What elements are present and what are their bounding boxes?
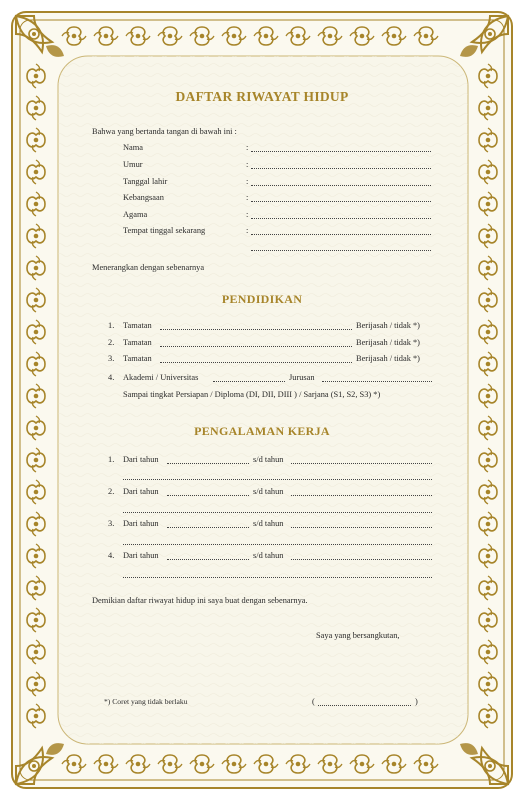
tempat-tinggal-input-line-2[interactable] (251, 250, 431, 251)
closing-statement: Demikian daftar riwayat hidup ini saya buat dengan sebenarnya. (92, 596, 308, 605)
work-to-input-line[interactable] (291, 527, 432, 528)
work-from-input-line[interactable] (167, 463, 249, 464)
edu-row-input-line[interactable] (160, 362, 352, 363)
edu-row-number: 1. (108, 321, 115, 330)
work-row-from-label: Dari tahun (123, 519, 159, 528)
work-to-input-line[interactable] (291, 559, 432, 560)
work-row-number: 2. (108, 487, 115, 496)
edu-row-input-line[interactable] (160, 329, 352, 330)
edu-row-label: Tamatan (123, 354, 152, 363)
intro-text: Bahwa yang bertanda tangan di bawah ini : (92, 127, 237, 136)
work-row-number: 4. (108, 551, 115, 560)
signature-paren-open: ( (312, 697, 315, 706)
field-label-umur: Umur (123, 160, 143, 169)
edu-row-input-line[interactable] (160, 346, 352, 347)
edu-academy-number: 4. (108, 373, 115, 382)
work-row-number: 1. (108, 455, 115, 464)
field-colon: : (246, 210, 249, 219)
edu-jurusan-label: Jurusan (289, 373, 315, 382)
tempat-tinggal-input-line[interactable] (251, 234, 431, 235)
work-row-to-label: s/d tahun (253, 519, 284, 528)
edu-row-suffix: Berijasah / tidak *) (356, 354, 420, 363)
work-from-input-line[interactable] (167, 527, 249, 528)
work-description-line[interactable] (123, 544, 432, 545)
field-colon: : (246, 226, 249, 235)
signature-name-line[interactable] (318, 705, 411, 706)
edu-row-number: 2. (108, 338, 115, 347)
work-to-input-line[interactable] (291, 463, 432, 464)
field-label-nama: Nama (123, 143, 143, 152)
work-from-input-line[interactable] (167, 559, 249, 560)
edu-row-number: 3. (108, 354, 115, 363)
agama-input-line[interactable] (251, 218, 431, 219)
field-label-tempat-tinggal: Tempat tinggal sekarang (123, 226, 206, 235)
edu-row-label: Tamatan (123, 321, 152, 330)
field-colon: : (246, 160, 249, 169)
work-heading: PENGALAMAN KERJA (194, 424, 330, 438)
work-row-number: 3. (108, 519, 115, 528)
work-description-line[interactable] (123, 479, 432, 480)
work-description-line[interactable] (123, 512, 432, 513)
education-heading: PENDIDIKAN (221, 292, 303, 306)
kebangsaan-input-line[interactable] (251, 201, 431, 202)
work-to-input-line[interactable] (291, 495, 432, 496)
document-title: DAFTAR RIWAYAT HIDUP (175, 89, 349, 104)
work-row-from-label: Dari tahun (123, 487, 159, 496)
edu-academy-label: Akademi / Universitas (123, 373, 199, 382)
edu-academy-note: Sampai tingkat Persiapan / Diploma (DI, DII, DIII ) / Sarjana (S1, S2, S3) *) (123, 390, 381, 399)
signoff-text: Saya yang bersangkutan, (316, 631, 400, 640)
work-row-from-label: Dari tahun (123, 551, 159, 560)
work-row-to-label: s/d tahun (253, 551, 284, 560)
field-colon: : (246, 143, 249, 152)
edu-row-label: Tamatan (123, 338, 152, 347)
nama-input-line[interactable] (251, 151, 431, 152)
field-colon: : (246, 177, 249, 186)
field-label-kebangsaan: Kebangsaan (123, 193, 164, 202)
work-row-to-label: s/d tahun (253, 455, 284, 464)
footnote: *) Coret yang tidak berlaku (104, 697, 188, 706)
field-colon: : (246, 193, 249, 202)
academy-input-line[interactable] (213, 381, 285, 382)
field-label-tanggal-lahir: Tanggal lahir (123, 177, 168, 186)
edu-row-suffix: Berijasah / tidak *) (356, 321, 420, 330)
umur-input-line[interactable] (251, 168, 431, 169)
statement-text: Menerangkan dengan sebenarnya (92, 263, 205, 272)
field-label-agama: Agama (123, 210, 148, 219)
jurusan-input-line[interactable] (322, 381, 432, 382)
work-from-input-line[interactable] (167, 495, 249, 496)
work-row-to-label: s/d tahun (253, 487, 284, 496)
work-description-line[interactable] (123, 577, 432, 578)
tanggal-lahir-input-line[interactable] (251, 185, 431, 186)
edu-row-suffix: Berijasah / tidak *) (356, 338, 420, 347)
signature-paren-close: ) (415, 697, 418, 706)
work-row-from-label: Dari tahun (123, 455, 159, 464)
